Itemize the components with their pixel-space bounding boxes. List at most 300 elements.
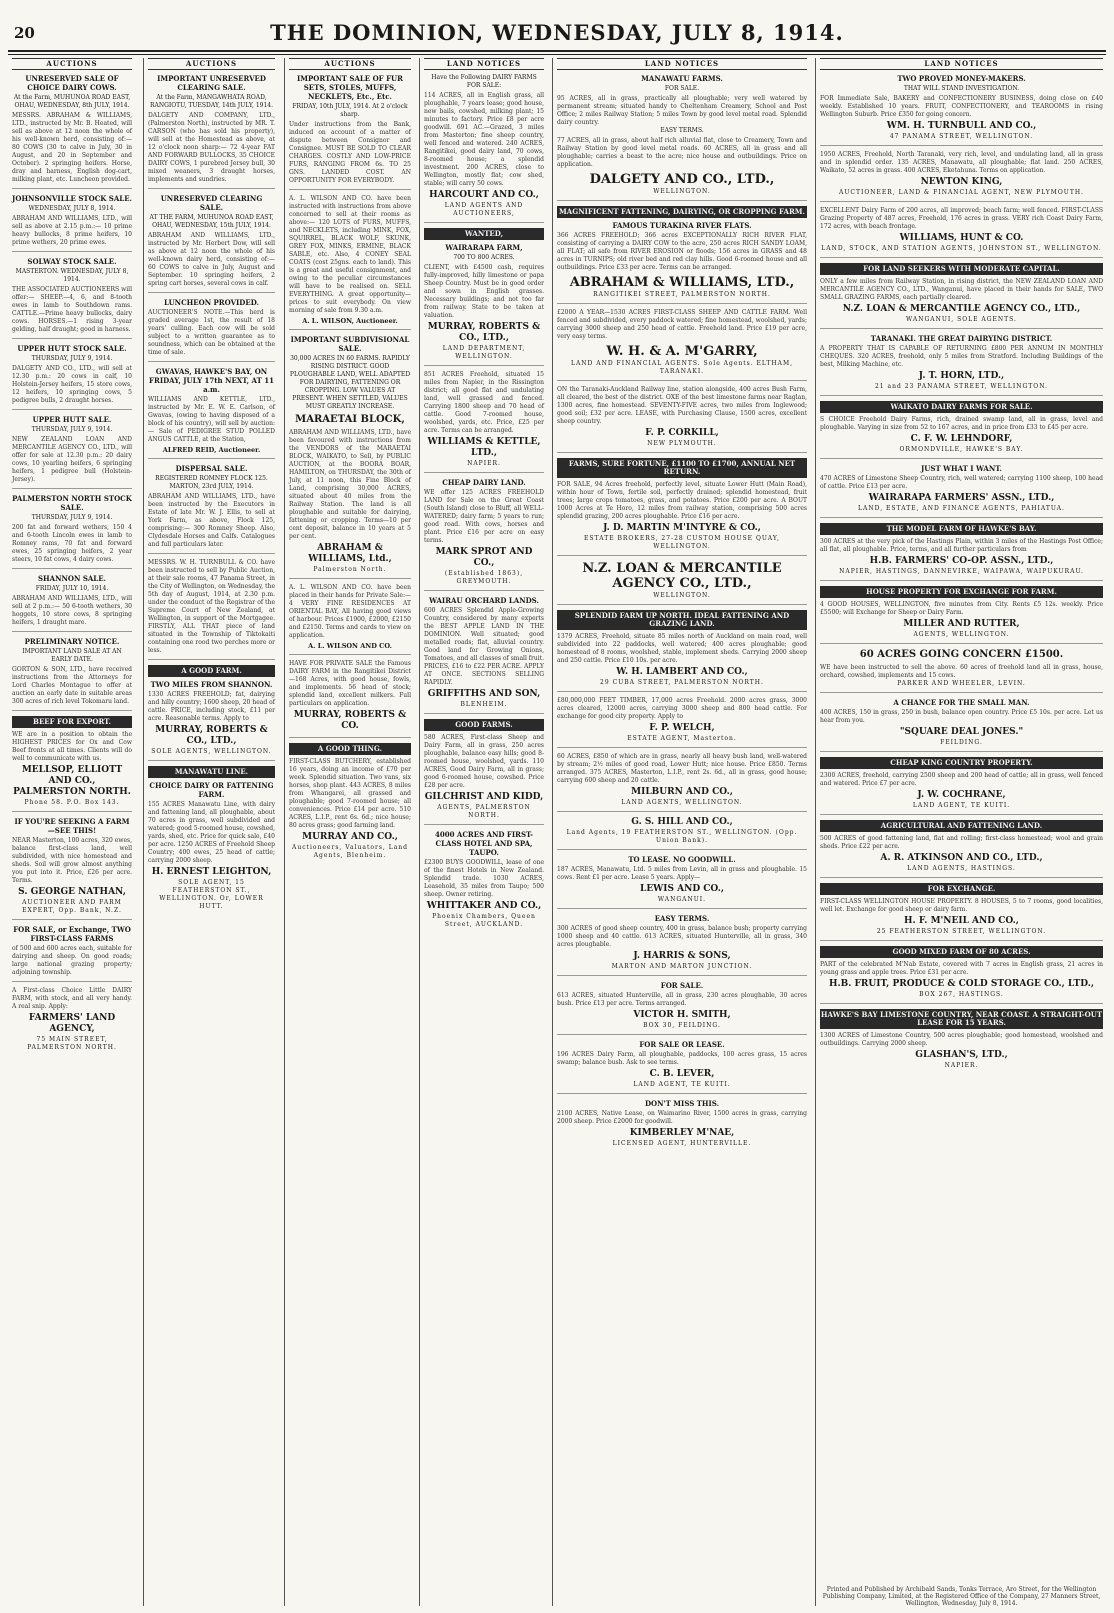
advertiser-address: LAND, STOCK, AND STATION AGENTS, JOHNSTON ST., WELLINGTON. — [821, 245, 1102, 252]
ad-heading: FOR SALE. — [660, 981, 704, 990]
ad-body-text: ONLY a few miles from Railway Station, in rising district, the NEW ZEALAND LOAN AND MERCANTILE AGENCY CO., LTD., Wanganui, have placed in their hands for SALE, TWO SMALL GRAZING FARMS, each partially cleared. — [820, 278, 1103, 301]
column-header: AUCTIONS — [148, 58, 275, 70]
advertiser-address: LAND AGENTS AND AUCTIONEERS, — [444, 202, 524, 217]
ad-heading: SHANNON SALE. — [37, 574, 106, 583]
classified-ad — [12, 74, 132, 189]
column-header: LAND NOTICES — [424, 58, 544, 70]
column-body — [8, 74, 136, 1056]
advertiser-address: WANGANUI. — [657, 896, 707, 903]
ad-heading: MANAWATU FARMS. — [641, 74, 723, 83]
advertiser-address: Auctioneers, Valuators, Land Agents, Blenheim. — [292, 844, 408, 859]
ad-body-text: WILLIAMS AND KETTLE, LTD., instructed by Mr. E. W. E. Carlson, of Gwavas, (owing to having disposed of a block of his country), will sell by auction:— Sale of PEDIGREE STUD POLLED ANGUS CATTLE, at the Station, — [148, 396, 275, 443]
column-land-notices-2 — [552, 58, 811, 1606]
ad-heading: CHOICE DAIRY OR FATTENING FARM. — [149, 781, 274, 799]
advertiser-address: 25 FEATHERSTON STREET, WELLINGTON. — [876, 928, 1047, 935]
ad-subheading: IMPORTANT LAND SALE AT AN EARLY DATE. — [22, 648, 122, 663]
classified-ad — [424, 371, 544, 473]
ad-heading: DISPERSAL SALE. — [175, 464, 248, 473]
classified-ad — [12, 415, 132, 489]
classified-ad — [820, 757, 1103, 815]
advertiser-address: Phoenix Chambers, Queen Street, AUCKLAND. — [432, 913, 536, 928]
advertiser-name: WAIRARAPA FARMERS' ASSN., LTD., — [868, 493, 1055, 503]
advertiser-name: MELLSOP, ELLIOTT AND CO., PALMERSTON NORTH. — [13, 765, 131, 797]
ad-body-text: MESSRS. W. H. TURNBULL & CO. have been instructed to sell by Public Auction, at their sale rooms, 47 Panama Street, in the City of Wellington, on Wednesday, the 5th day of August, 1914, at 2.30 p.m. under the conduct of the Registrar of the Supreme Court of New Zealand, at Wellington, in support of the Mortgagee. FIRSTLY, ALL THAT piece of land situated in the Township of Tiktokaiti containing one rood two perches more or less. — [148, 559, 275, 654]
ad-body-text: Under instructions from the Bank, induced on account of a matter of dispute between Consignor and Consignee. MUST BE SOLD TO CLEAR CHARGES. COSTLY AND LOW-PRICE FURS, RANGING FROM 6s. TO 25 GNS. LANDED COST. AN OPPORTUNITY FOR EVERYBODY. — [289, 121, 411, 184]
advertiser-name: DALGETY AND CO., LTD., — [589, 172, 775, 187]
ad-body-text: 851 ACRES Freehold, situated 15 miles from Napier, in the Rissington district; all good flat and undulating land, well grassed and fenced. Carrying 1800 sheep and 70 head of cattle. Good 7-roomed house, woolshed, yards, etc. Price, £25 per acre. Terms can be arranged. — [424, 371, 544, 434]
advertiser-address: WANGANUI, SOLE AGENTS. — [906, 316, 1017, 323]
column-auctions-1 — [8, 58, 136, 1606]
ad-heading: IMPORTANT SALE OF FUR SETS, STOLES, MUFFS, NECKLETS, Etc., Etc. — [297, 74, 403, 101]
ad-heading: LUNCHEON PROVIDED. — [164, 298, 259, 307]
advertiser-name: VICTOR H. SMITH, — [633, 1010, 731, 1020]
newspaper-title: THE DOMINION, WEDNESDAY, JULY 8, 1914. — [270, 20, 844, 45]
imprint-footer: Printed and Published by Archibald Sands, Tonks Terrace, Aro Street, for the Wellington Publishing Company, Limited, at the Registered Office of the Company, 27 Manners Street, Wellington, Wednesday, July 8, 1914. — [822, 1586, 1101, 1607]
ad-heading: A CHANCE FOR THE SMALL MAN. — [893, 698, 1030, 707]
advertiser-name: MILBURN AND CO., — [631, 787, 733, 797]
advertiser-name: G. S. HILL AND CO., — [631, 817, 733, 827]
ad-subheading: At the Farm, MANGAWHATA ROAD, RANGIOTU, TUESDAY, 14th JULY, 1914. — [149, 94, 273, 109]
ad-body-text: S CHOICE Freehold Dairy Farms, rich, drained swamp land, all in grass, level and ploughable. Varying in size from 52 to 167 acres, and in price from £33 to £45 per acre. — [820, 416, 1103, 431]
ad-heading: UNRESERVED CLEARING SALE. — [160, 194, 263, 212]
ad-body-text: £80,000,000 FEET TIMBER, 17,000 acres Freehold. 2000 acres grass, 3000 acres cleared, 12000 acres, carrying 3000 sheep and 800 head cattle. For exchange for good city property. Apply to — [557, 697, 807, 720]
ad-heading: TWO PROVED MONEY-MAKERS. — [897, 74, 1026, 83]
ad-heading: IMPORTANT UNRESERVED CLEARING SALE. — [157, 74, 266, 92]
section-band: WANTED, — [424, 228, 544, 240]
ad-body-text: 400 ACRES, 150 in grass, 250 in bush, balance open country. Price £5 10s. per acre. Let us hear from you. — [820, 709, 1103, 724]
advertiser-name: W. H. & A. M'GARRY, — [606, 344, 758, 359]
ad-body-text: 300 ACRES of good sheep country, 400 in grass, balance bush; property carrying 1000 sheep and 40 cattle. 613 ACRES, situated Hunterville, all in grass, 340 acres ploughable. — [557, 925, 807, 948]
ad-subheading: THURSDAY, JULY 9, 1914. — [31, 514, 113, 521]
classified-ad — [557, 206, 807, 304]
classified-ad — [12, 494, 132, 569]
column-body — [144, 74, 279, 915]
classified-ad — [12, 574, 132, 632]
classified-ad — [424, 596, 544, 714]
classified-ad — [820, 523, 1103, 581]
classified-ad — [289, 74, 411, 190]
section-band: AGRICULTURAL AND FATTENING LAND. — [820, 820, 1103, 832]
advertiser-name: FARMERS' LAND AGENCY, — [28, 1013, 116, 1034]
column-auctions-2 — [143, 58, 279, 1606]
column-auctions-3 — [284, 58, 415, 1606]
ad-body-text: FIRST-CLASS WELLINGTON HOUSE PROPERTY. 8 HOUSES, 5 to 7 rooms, good localities, well let. Exchange for good sheep or dairy farm. — [820, 898, 1103, 913]
advertiser-address: ORMONDVILLE, HAWKE'S BAY. — [899, 446, 1024, 453]
classified-ad — [148, 194, 275, 293]
advertiser-name: WM. H. TURNBULL AND CO., — [886, 121, 1037, 131]
ad-body-text: 580 ACRES, First-class Sheep and Dairy Farm, all in grass, 250 acres ploughable, balance easy hills; good 8-roomed house, woolshed, yards. 110 ACRES, Good Dairy Farm, all in grass; good 6-roomed house, cowshed. Price £28 per acre. — [424, 734, 544, 789]
advertiser-name: "SQUARE DEAL JONES." — [899, 727, 1024, 737]
advertiser-address: NAPIER. — [467, 460, 501, 467]
ad-body-text: A. L. WILSON AND CO. have been instructed with instructions from above concerned to sell at their rooms as above:— 120 LOTS of FURS, MUFFS, and NECKLETS, including MINK, FOX, SQUIRREL, BLACK WOLF, SKUNK, GREY FOX, MINKS, ERMINE, BLACK SABLE, etc. Also, 4 CONEY SEAL COATS (cost 25gns. each to land). This is a great and useful consignment, and owing to the peculiar circumstances will have to be realised on. SELL EVERYTHING. A great opportunity—prices to suit everybody. On view morning of sale from 9.30 a.m. — [289, 195, 411, 314]
classified-ad — [557, 855, 807, 909]
column-land-notices-3 — [815, 58, 1107, 1606]
advertiser-address: SOLE AGENT, 15 FEATHERSTON ST., WELLINGTON. Or, LOWER HUTT. — [159, 879, 264, 910]
column-land-notices-1 — [419, 58, 548, 1606]
advertiser-name: A. R. ATKINSON AND CO., LTD., — [880, 853, 1043, 863]
column-body — [816, 74, 1107, 1074]
advertiser-address: BLENHEIM. — [460, 701, 508, 708]
ad-body-text: 114 ACRES, all in English grass, all ploughable, 7 years lease; good house, new bails, cowshed, milking plant; 15 minutes to factory. Price £8 per acre goodwill. 691 AC.—Grazed, 3 miles from Masterton; fine sheep country, well fenced and watered. 240 ACRES, Rangitikei, good dairy land, 70 cows, 8-roomed house; a splendid investment. 200 ACRES, close to Wellington, mostly flat; cow shed, stable; will carry 50 cows. — [424, 92, 544, 187]
classified-ad — [820, 263, 1103, 329]
classified-ad — [12, 257, 132, 339]
column-header: LAND NOTICES — [557, 58, 807, 70]
advertiser-name: GRIFFITHS AND SON, — [427, 689, 541, 699]
ad-body-text: NEW ZEALAND LOAN AND MERCANTILE AGENCY CO., LTD., will offer for sale at 12.30 p.m.: 20 dairy cows, 10 yearling heifers, 6 springing heifers, 1 pedigree bull (Holstein-Jersey). — [12, 436, 132, 483]
advertiser-name: KIMBERLEY M'NAE, — [629, 1128, 735, 1138]
classified-ad — [820, 586, 1103, 644]
advertiser-address: LAND DEPARTMENT, WELLINGTON. — [442, 345, 526, 360]
advertiser-name: GILCHRIST AND KIDD, — [424, 792, 544, 802]
ad-heading: IF YOU'RE SEEKING A FARM—SEE THIS! — [14, 817, 130, 835]
ad-body-text: CLIENT, with £4500 cash, requires fully-improved, hilly limestone or papa Sheep Country. Must be in good order and sown in English grasses. Necessary buildings; and not too far from railway. State to be taken at valuation. — [424, 264, 544, 319]
classified-ad — [12, 987, 132, 1056]
classified-ad — [12, 925, 132, 982]
classified-ad — [820, 401, 1103, 459]
classified-ad — [557, 561, 807, 605]
classified-ad — [820, 946, 1103, 1004]
advertiser-address: LICENSED AGENT, HUNTERVILLE. — [612, 1140, 752, 1147]
advertiser-name: C. F. W. LEHNDORF, — [910, 434, 1013, 444]
advertiser-address: LAND AGENT, TE KUITI. — [633, 1081, 731, 1088]
ad-heading: FAMOUS TURAKINA RIVER FLATS. — [612, 221, 752, 230]
classified-ad — [12, 194, 132, 252]
advertiser-address: BOX 30, FEILDING. — [643, 1022, 721, 1029]
ad-body-text: FIRST-CLASS BUTCHERY, established 16 years, doing an income of £70 per week. Splendid situation. Two vans, six horses, shop plant. 443 ACRES, 8 miles from Whangarei, all grassed and ploughable; good 7-roomed house; all conveniences. Price £14 per acre. 510 ACRES, L.I.P., rent 6s. 6d.; nice house; 80 acres grass; good farming land. — [289, 758, 411, 829]
ad-heading: SOLWAY STOCK SALE. — [27, 257, 117, 266]
ad-body-text: 155 ACRES Manawatu Line, with dairy and fattening land, all ploughable, about 70 acres in grass, well subdivided and watered; good 5-roomed house, cowshed, yards, shed, etc. Price for quick sale, £40 per acre. 1250 ACRES of Freehold Sheep Country; 400 ewes, 25 head of cattle; carrying 2000 sheep. — [148, 801, 275, 864]
ad-subheading: MASTERTON. WEDNESDAY, JULY 8, 1914. — [15, 268, 129, 283]
ad-body-text: 95 ACRES, all in grass, practically all ploughable; very well watered by permanent stream; situated handy to Cheltenham Creamery, School and Post Office; 2 miles Railway Station; 5 miles Town by good level metal road. Splendid dairy country. — [557, 95, 807, 126]
classified-ad — [557, 753, 807, 812]
advertiser-address: ESTATE AGENT, Masterton. — [627, 735, 737, 742]
advertiser-address: (Established 1863), GREYMOUTH. — [444, 570, 524, 585]
section-band: FOR EXCHANGE. — [820, 883, 1103, 895]
section-band: THE MODEL FARM OF HAWKE'S BAY. — [820, 523, 1103, 535]
section-band: MAGNIFICENT FATTENING, DAIRYING, OR CROPPING FARM. — [557, 206, 807, 218]
ad-subheading: REGISTERED ROMNEY FLOCK 125. MARTON, 23rd JULY, 1914. — [155, 475, 268, 490]
advertiser-name: N.Z. LOAN & MERCANTILE AGENCY CO., LTD., — [842, 304, 1081, 314]
classified-ad — [820, 649, 1103, 693]
advertiser-address: FEILDING. — [940, 739, 983, 746]
advertiser-address: AUCTIONEER, LAND & FINANCIAL AGENT, NEW PLYMOUTH. — [839, 189, 1084, 196]
advertiser-address: BOX 267, HASTINGS. — [919, 991, 1004, 998]
ad-body-text: FOR Immediate Sale, BAKERY and CONFECTIONERY BUSINESS, doing close on £40 weekly. Established 10 years. FRUIT, CONFECTIONERY, and TEAROOMS in rising Wellington Suburb. Price £350 for going concern. — [820, 95, 1103, 118]
section-band: HAWKE'S BAY LIMESTONE COUNTRY, NEAR COAST. A STRAIGHT-OUT LEASE FOR 15 YEARS. — [820, 1010, 1103, 1027]
section-band: FOR LAND SEEKERS WITH MODERATE CAPITAL. — [820, 263, 1103, 275]
classified-ad — [557, 610, 807, 692]
advertiser-address: LAND AGENT, TE KUITI. — [912, 802, 1011, 809]
advertiser-address: SOLE AGENTS, WELLINGTON. — [151, 748, 272, 755]
advertiser-name: H. F. M'NEIL AND CO., — [904, 916, 1019, 926]
section-band: BEEF FOR EXPORT. — [12, 716, 132, 728]
ad-body-text: 500 ACRES of good fattening land, flat and rolling; first-class homestead; wool and grain sheds. Price £22 per acre. — [820, 835, 1103, 850]
advertiser-name: WILLIAMS, HUNT & CO. — [899, 233, 1024, 243]
ad-body-text: 2300 ACRES, freehold, carrying 2500 sheep and 200 head of cattle; all in grass, well fenced and watered. Price £7 per acre. — [820, 772, 1103, 787]
classified-ad — [148, 559, 275, 660]
ad-heading: WAIRAU ORCHARD LANDS. — [429, 596, 539, 605]
classified-ad — [820, 151, 1103, 202]
classified-ad — [557, 1040, 807, 1094]
classified-ad — [820, 820, 1103, 878]
ad-subheading: FRIDAY, JULY 10, 1914. — [35, 585, 109, 592]
advertiser-address: NAPIER. — [944, 1062, 979, 1069]
advertiser-address: WELLINGTON. — [653, 592, 711, 599]
classified-ad — [424, 719, 544, 825]
ad-body-text: 613 ACRES, situated Hunterville, all in grass, 230 acres ploughable, 30 acres bush. Price £13 per acre. Terms arranged. — [557, 992, 807, 1007]
ad-subheading: FOR SALE. — [664, 85, 700, 92]
ad-subheading: At the Farm, MUHUNOA ROAD EAST, OHAU, WEDNESDAY, 8th JULY, 1914. — [13, 94, 131, 109]
classified-ad — [557, 981, 807, 1035]
ad-body-text: 77 ACRES, all in grass, about half rich alluvial flat, close to Creamery, Town and Railway Station by good level metal roads. 60 ACRES, all in grass and all ploughable; carries a beast to the acre; nice house and outbuildings. Price on application. — [557, 137, 807, 168]
ad-heading: 4000 ACRES AND FIRST-CLASS HOTEL AND SPA, TAUPO. — [435, 830, 533, 857]
classified-ad — [12, 817, 132, 920]
ad-body-text: ABRAHAM AND WILLIAMS, LTD., have been instructed by the Executors in Estate of late Mr. W. J. Ellis, to sell at York Farm, as above, Flock 125, comprising:— 300 Romney Sheep. Also, Clydesdale Horses and Calfs. Catalogues and full particulars later. — [148, 493, 275, 548]
ad-body-text: 200 fat and forward wethers, 150 4 and 6-tooth Lincoln ewes in lamb to Romney rams, 70 fat and forward ewes, 25 springing heifers, 2 year steers, 10 fat cows, 4 dairy cows. — [12, 524, 132, 563]
ad-display-line: MARAETAI BLOCK, — [295, 414, 405, 425]
ad-body-text: 60 ACRES, £850 of which are in grass, nearly all heavy bush land, well-watered by stream; 2½ miles of good road, Lower Hutt; nice house. Price £850. Terms arranged. 375 ACRES, Masterton, L.I.P., rent 2s. 6d., all in grass, good house; carrying 600 sheep and 20 cattle. — [557, 753, 807, 784]
ad-heading: CHEAP DAIRY LAND. — [442, 478, 526, 487]
advertiser-name: F. P. CORKILL, — [645, 428, 719, 438]
ad-body-text: ABRAHAM AND WILLIAMS, LTD., will sell as above at 2.15 p.m.:— 10 prime heavy bullocks, 8 prime heifers, 10 prime wethers, 20 prime ewes. — [12, 215, 132, 246]
ad-body-text: ABRAHAM AND WILLIAMS, LTD., will sell at 2 p.m.:— 50 6-tooth wethers, 30 hoggets, 10 store cows, 8 springing heifers, 1 draught mare. — [12, 595, 132, 626]
classified-ad — [557, 386, 807, 453]
section-band: SPLENDID FARM UP NORTH. IDEAL FATTENING AND GRAZING LAND. — [557, 610, 807, 630]
ad-body-text: ABRAHAM AND WILLIAMS, LTD., instructed by Mr. Herbert Dow, will sell as above at 12 noon the whole of his well-known dairy herd, consisting of:— 60 COWS to calve in July, August and September. 10 springing heifers, 2 spring cart horses, several cows in calf. — [148, 232, 275, 287]
ad-body-text: WE offer 125 ACRES FREEHOLD LAND for Sale on the Great Coast (South Island) close to Bluff, all WELL-WATERED; dairy farm; 5 years to run; good road. With cows, horses and plant. Price £16 per acre on easy terms. — [424, 489, 544, 544]
ad-body-text: 1330 ACRES FREEHOLD; fat, dairying and hilly country; 1600 sheep, 20 head of cattle. PRICE, including stock, £11 per acre. Reasonable terms. Apply to — [148, 691, 275, 722]
classified-ad — [820, 464, 1103, 518]
advertiser-name: MARK SPROT AND CO., — [435, 547, 533, 568]
ad-heading: UPPER HUTT SALE. — [32, 415, 112, 424]
advertiser-address: PARKER AND WHEELER, LEVIN. — [897, 680, 1026, 687]
advertiser-name: J. W. COCHRANE, — [917, 790, 1006, 800]
ad-heading: FOR SALE OR LEASE. — [639, 1040, 725, 1049]
advertiser-name: ABRAHAM & WILLIAMS, LTD., — [569, 275, 795, 290]
advertiser-address: NEW PLYMOUTH. — [647, 440, 717, 447]
masthead-rule — [8, 54, 1106, 55]
classified-ad — [424, 228, 544, 366]
ad-body-text: WE are in a position to obtain the HIGHEST PRICES for Ox and Cow Beef fronts at all times. Clients will do well to communicate with us. — [12, 731, 132, 762]
ad-body-text: 1300 ACRES of Limestone Country, 500 acres ploughable; good homestead, woolshed and outbuildings. Carrying 2000 sheep. — [820, 1032, 1103, 1047]
ad-body-text: DALGETY AND COMPANY, LTD., (Palmerston North), instructed by MR. T. CARSON (who has sold his property), will sell at the Homestead as above, at 12 o'clock noon sharp:— 72 4-year FAT AND FORWARD BULLOCKS, 35 CHOICE DAIRY COWS, 1 purebred Jersey bull, 30 mixed weaners, 3 draught horses, implements and sundries. — [148, 112, 275, 183]
advertiser-address: AGENTS, WELLINGTON. — [913, 631, 1010, 638]
advertiser-name: NEWTON KING, — [920, 177, 1003, 187]
section-band: GOOD FARMS. — [424, 719, 544, 731]
masthead — [8, 16, 1106, 52]
advertiser-address: AGENTS, PALMERSTON NORTH. — [437, 804, 531, 819]
classified-ad — [820, 74, 1103, 146]
classified-ad — [289, 335, 411, 579]
advertiser-name: HARCOURT AND CO., — [429, 190, 539, 200]
column-body — [553, 74, 811, 1152]
advertiser-address: 21 and 23 PANAMA STREET, WELLINGTON. — [874, 383, 1048, 390]
ad-body-text: A First-class Choice Little DAIRY FARM, with stock, and all very handy. A real snip. Apply: — [12, 987, 132, 1010]
classified-ad — [820, 883, 1103, 941]
advertiser-name: LEWIS AND CO., — [639, 884, 725, 894]
column-body — [285, 74, 415, 864]
ad-heading: TARANAKI. THE GREAT DAIRYING DISTRICT. — [870, 334, 1053, 343]
ad-body-text: 600 ACRES Splendid Apple-Growing Country, considered by many experts the BEST APPLE LAND IN THE DOMINION. Well situated; good metalled roads; flat, alluvial country. Good land for Growing Onions, Tomatoes, and all classes of small fruit. PRICES, £16 to £22 PER ACRE. APPLY AT ONCE. SECTIONS SELLING RAPIDLY. — [424, 607, 544, 686]
advertiser-address: LAND, ESTATE, AND FINANCE AGENTS, PAHIATUA. — [858, 505, 1065, 512]
advertiser-address: Phone 58. P.O. Box 143. — [24, 799, 120, 806]
advertiser-name: W. H. LAMBERT AND CO., — [616, 667, 748, 677]
column-header: AUCTIONS — [12, 58, 132, 70]
advertiser-name: MURRAY, ROBERTS & CO., LTD., — [155, 725, 268, 746]
ad-subheading: THURSDAY, JULY 9, 1914. — [31, 355, 113, 362]
ad-heading: FOR SALE, or Exchange, TWO FIRST-CLASS FARMS — [13, 925, 131, 943]
advertiser-name: N.Z. LOAN & MERCANTILE AGENCY CO., LTD., — [582, 561, 782, 591]
advertiser-address: 29 CUBA STREET, PALMERSTON NORTH. — [600, 679, 764, 686]
advertiser-name: J. D. MARTIN M'INTYRE & CO., — [603, 523, 761, 533]
advertiser-address: AUCTIONEER AND FARM EXPERT, Opp. Bank, N.Z. — [22, 899, 122, 914]
ad-body-text: 2100 ACRES, Native Lease, on Waimarino River, 1500 acres in grass, carrying 2000 sheep. Price £2000 for goodwill. — [557, 1110, 807, 1125]
ad-subheading: EASY TERMS. — [660, 127, 704, 134]
advertiser-name: H. ERNEST LEIGHTON, — [151, 867, 272, 877]
advertiser-name: MURRAY, ROBERTS & CO., LTD., — [427, 322, 541, 343]
advertiser-name: ABRAHAM & WILLIAMS, Ltd., — [308, 543, 392, 564]
ad-body-text: 366 ACRES FREEHOLD; 366 acres EXCEPTIONALLY RICH RIVER FLAT, consisting of carrying a DAIRY COW to the acre, 250 acres RICH SANDY LOAM, all FLAT; all safe from RIVER EROSION or floods; 156 acres in GRASS and 48 acres in TURNIPS; old river bed and red clay hills. Good 6-roomed house and all outbuildings. Price £33 per acre. Terms can be arranged. — [557, 232, 807, 271]
ad-body-text: NEAR Masterton, 100 acres, 320 ewes, balance first-class land, well subdivided, with nice homestead and sheds. Soil will grow almost anything you put into it. Price, £26 per acre. Terms. — [12, 837, 132, 884]
advertiser-address: WELLINGTON. — [653, 188, 711, 195]
advertiser-name: MURRAY AND CO., — [302, 832, 398, 842]
ad-body-text: PART of the celebrated M'Nab Estate, covered with 7 acres in English grass, 21 acres in young grass and apple trees. Price £31 per acre. — [820, 961, 1103, 976]
classified-ad — [148, 74, 275, 189]
ad-body-text: DALGETY AND CO., LTD., will sell at 12.30 p.m.: 20 cows in calf, 10 Holstein-Jersey heifers, 15 store cows, 12 heifers, 10 springing cows, 5 pedigree bulls, 2 draught horses. — [12, 365, 132, 404]
ad-subheading: AT THE FARM, MUHUNOA ROAD EAST, OHAU, WEDNESDAY, 15th JULY, 1914. — [149, 214, 274, 229]
classified-ad — [557, 1099, 807, 1152]
advertiser-name: MURRAY, ROBERTS & CO. — [293, 710, 407, 731]
advertiser-address: ESTATE BROKERS, 27-28 CUSTOM HOUSE QUAY, WELLINGTON. — [584, 535, 780, 550]
ad-subheading: THURSDAY, JULY 9, 1914. — [31, 426, 113, 433]
advertiser-address: LAND AGENTS, HASTINGS. — [907, 865, 1016, 872]
ad-heading: JUST WHAT I WANT. — [921, 464, 1002, 473]
ad-subheading: 700 TO 800 ACRES. — [453, 254, 515, 261]
ad-body-text: of 500 and 600 acres each, suitable for dairying and sheep. On good roads; large national grazing property; adjoining township. — [12, 945, 132, 976]
advertiser-address: NAPIER, HASTINGS, DANNEVIRKE, WAIPAWA, WAIPUKURAU. — [839, 568, 1084, 575]
advertiser-address: RANGITIKEI STREET, PALMERSTON NORTH. — [593, 291, 771, 298]
advertiser-address: 47 PANAMA STREET, WELLINGTON. — [889, 133, 1034, 140]
ad-body-text: AUCTIONEER'S NOTE.—This herd is graded average 1st, the result of 18 years' culling. Each cow will be sold subject to a written guarantee as to soundness, which can be obtained at the time of sale. — [148, 309, 275, 356]
classified-ad — [148, 766, 275, 915]
ad-heading: EASY TERMS. — [654, 914, 710, 923]
ad-body-text: 187 ACRES, Manawatu, Ltd. 5 miles from Levin, all in grass and ploughable. 15 cows. Rent £1 per acre. Lease 5 years. Apply— — [557, 866, 807, 881]
advertiser-name: H.B. FRUIT, PRODUCE & COLD STORAGE CO., LTD., — [829, 979, 1094, 989]
advertiser-name: WHITTAKER AND CO., — [426, 901, 542, 911]
section-band: HOUSE PROPERTY FOR EXCHANGE FOR FARM. — [820, 586, 1103, 598]
classified-ad — [557, 458, 807, 556]
ad-heading: UNRESERVED SALE OF CHOICE DAIRY COWS. — [25, 74, 119, 92]
ad-body-text: WE have been instructed to sell the above. 60 acres of freehold land all in grass, house, orchard, cowshed, implements and 15 cows. — [820, 664, 1103, 679]
ad-heading: DON'T MISS THIS. — [644, 1099, 720, 1108]
classified-ad — [557, 914, 807, 976]
classified-ad — [557, 74, 807, 201]
column-body — [420, 74, 548, 933]
ad-body-text: 1379 ACRES, Freehold, situate 85 miles north of Auckland on main road, well subdivided into 22 paddocks, well watered; 400 acres ploughable; good homestead of 8 rooms, woolshed, stable, implement sheds. Carrying 2000 sheep and 250 cattle. Price £10 10s. per acre. — [557, 633, 807, 664]
classified-ad — [289, 584, 411, 655]
section-band: CHEAP KING COUNTRY PROPERTY. — [820, 757, 1103, 769]
ad-body-text: ON the Taranaki-Auckland Railway line, station alongside, 400 acres Bush Farm, all cleared, the best of the district. OXE of the best limestone farms near Raglan, 1300 acres, fine homestead. SEVENTY-FIVE acres, two miles from Inglewood; good soil; £32 per acre. LEASE, with Purchasing Clause, 1500 acres, excellent sheep country. — [557, 386, 807, 425]
ad-body-text: EXCELLENT Dairy Farm of 200 acres, all improved; beach farm; well fenced. FIRST-CLASS Grazing Property of 487 acres, Freehold, 176 acres in grass. VERY rich Coast Dairy Farm, 172 acres, with beach frontage. — [820, 207, 1103, 230]
section-band: MANAWATU LINE. — [148, 766, 275, 778]
advertiser-name: C. B. LEVER, — [649, 1069, 715, 1079]
ad-body-text: MESSRS. ABRAHAM & WILLIAMS, LTD., instructed by Mr. B. Heated, will sell as above at 12 noon the whole of his well-known herd, consisting of:— 80 COWS (30 to calve in July, 30 in August, and 20 in September and October). 2 springing heifers. Horse, dray and harness, English dog-cart, milking plant, etc. Luncheon provided. — [12, 112, 132, 183]
advertiser-name: S. GEORGE NATHAN, — [18, 887, 126, 897]
ad-body-text: HAVE FOR PRIVATE SALE the Famous DAIRY FARM in the Rangitikei District—168 Acres, with good house, fowls, and implements. 56 head of stock; splendid land, excellent milkers. Full particulars on application. — [289, 660, 411, 707]
section-band: FARMS, SURE FORTUNE, £1100 TO £1700, ANNUAL NET RETURN. — [557, 458, 807, 478]
ad-body-text: A PROPERTY THAT IS CAPABLE OF RETURNING £800 PER ANNUM IN MONTHLY CHEQUES. 320 ACRES, freehold, only 5 miles from Stratford. Including Buildings of the best, Milking Machine, etc. — [820, 345, 1103, 368]
section-band: A GOOD THING. — [289, 743, 411, 755]
advertiser-address: Palmerston North. — [313, 566, 387, 573]
ad-heading: IMPORTANT SUBDIVISIONAL SALE. — [290, 335, 410, 353]
classified-ad — [820, 207, 1103, 258]
ad-body-text: A. L. WILSON AND CO. have been placed in their hands for Private Sale:— 4 VERY FINE RESIDENCES AT ORIENTAL BAY, All having good views of harbour. Prices £1900, £2000, £2150 and £2150. Terms and cards to view on application. — [289, 584, 411, 639]
ad-display-line: 60 ACRES GOING CONCERN £1500. — [859, 649, 1064, 660]
classified-ad — [424, 830, 544, 933]
ad-heading: UPPER HUTT STOCK SALE. — [17, 344, 127, 353]
advertiser-name: MILLER AND RUTTER, — [903, 619, 1020, 629]
section-band: WAIKATO DAIRY FARMS FOR SALE. — [820, 401, 1103, 413]
ad-body-text: ABRAHAM AND WILLIAMS, LTD., have been favoured with instructions from the VENDORS of the MARAETAI BLOCK, WAIKATO, to Sell, by PUBLIC AUCTION, at the BOORA BOAR, HAMILTON, on THURSDAY, the 30th of July, at 11 noon, this Fine Block of Land, comprising 30,000 ACRES, situated about 40 miles from the Railway Station. The land is all ploughable and suitable for dairying, fattening or cropping. Terms—10 per cent deposit, balance in 10 years at 5 per cent. — [289, 429, 411, 540]
ad-body-text: £2300 BUYS GOODWILL, lease of one of the finest Hotels in New Zealand. Splendid trade. 1030 ACRES, Leasehold, 35 miles from Taupo; 500 sheep. Owner retiring. — [424, 859, 544, 898]
classified-ad — [557, 817, 807, 850]
classified-ad — [820, 1009, 1103, 1074]
ad-subheading: Have the Following DAIRY FARMS FOR SALE: — [431, 74, 537, 89]
agent-signature: ALFRED REID, Auctioneer. — [162, 446, 261, 454]
classified-ad — [424, 478, 544, 591]
ad-subheading: FRIDAY, 10th JULY, 1914. At 2 o'clock sharp. — [292, 103, 408, 118]
advertiser-name: H.B. FARMERS' CO-OP. ASSN., LTD., — [869, 556, 1054, 566]
advertiser-name: GLASHAN'S, LTD., — [915, 1050, 1008, 1060]
advertiser-address: Land Agents, 19 FEATHERSTON ST., WELLINGTON. (Opp. Union Bank). — [566, 829, 798, 844]
ad-subheading: THAT WILL STAND INVESTIGATION. — [903, 85, 1020, 92]
classified-ad — [820, 698, 1103, 752]
ad-heading: TO LEASE. NO GOODWILL. — [628, 855, 736, 864]
ad-body-text: GORTON & SON, LTD., have received instructions from the Attorneys for Lord Charles Montague to offer at auction an early date in suitable areas 300 acres of rich level Tokomaru land. — [12, 666, 132, 705]
ad-heading: JOHNSONVILLE STOCK SALE. — [12, 194, 132, 203]
classified-ad — [557, 309, 807, 381]
ad-body-text: FOR SALE, 94 Acres freehold, perfectly level, situate Lower Hutt (Main Road), within hour of Town, fertile soil, perfectly drained; splendid homestead, fruit trees; large crops tomatoes, grass, and potatoes. Price £200 per acre. A BOUT 1000 Acres at Te Horo, 12 miles from railway station, comprising 500 acres splendid grazing, 200 acres ploughable. Price £16 per acre. — [557, 481, 807, 520]
ad-body-text: 300 ACRES at the very pick of the Hastings Plain, within 3 miles of the Hastings Post Office; all flat, all ploughable. Price, terms, and all further particulars from — [820, 538, 1103, 553]
classified-ad — [148, 367, 275, 459]
classified-ad — [148, 665, 275, 761]
advertiser-address: LAND AGENTS, WELLINGTON. — [621, 799, 743, 806]
section-band: A GOOD FARM. — [148, 665, 275, 677]
ad-body-text: THE ASSOCIATED AUCTIONEERS will offer:— SHEEP.—4, 6, and 8-tooth ewes in lamb to Southdown rams. CATTLE.—Prime heavy bullocks, dairy cows. HORSES.—1 rising 3-year gelding, half draught; good in harness. — [12, 286, 132, 333]
section-band: GOOD MIXED FARM OF 80 ACRES. — [820, 946, 1103, 958]
advertiser-name: J. HARRIS & SONS, — [633, 951, 731, 961]
classified-ad — [12, 637, 132, 711]
classified-ad — [289, 660, 411, 738]
advertiser-name: WILLIAMS & KETTLE, LTD., — [427, 437, 541, 458]
classified-ad — [289, 195, 411, 330]
classified-ad — [148, 298, 275, 362]
page-number: 20 — [14, 24, 35, 42]
classified-ad — [12, 716, 132, 812]
advertiser-address: MARTON AND MARTON JUNCTION. — [611, 963, 753, 970]
agent-signature: A. L. WILSON AND CO. — [308, 642, 392, 650]
classified-ad — [12, 344, 132, 410]
ad-body-text: 1950 ACRES, Freehold, North Taranaki, very rich, level, and undulating land, all in grass and in splendid order. 135 ACRES, Manawatu, all ploughable; flat land. 250 ACRES, Waikato, 52 acres in grass. 400 ACRES, Eketahuna. Terms on application. — [820, 151, 1103, 174]
ad-heading: PRELIMINARY NOTICE. — [24, 637, 120, 646]
ad-body-text: £2000 A YEAR—1530 ACRES FIRST-CLASS SHEEP AND CATTLE FARM. Well fenced and subdivided, every paddock watered; fine homestead, woolshed, yards; carrying 3000 sheep and 250 head of cattle. Freehold land. Price £19 per acre, very easy terms. — [557, 309, 807, 340]
column-header: AUCTIONS — [289, 58, 411, 70]
column-header: LAND NOTICES — [820, 58, 1103, 70]
ad-subheading: WEDNESDAY, JULY 8, 1914. — [28, 205, 116, 212]
classified-ad — [148, 464, 275, 554]
classified-ad — [820, 334, 1103, 396]
ad-subheading: 30,000 ACRES IN 60 FARMS. RAPIDLY RISING DISTRICT. GOOD PLOUGHABLE LAND, WELL ADAPTED FOR DAIRYING, FATTENING OR CROPPING. LOW VALUES AT PRESENT. WHEN SETTLED, VALUES MUST GREATLY INCREASE. — [289, 355, 411, 410]
